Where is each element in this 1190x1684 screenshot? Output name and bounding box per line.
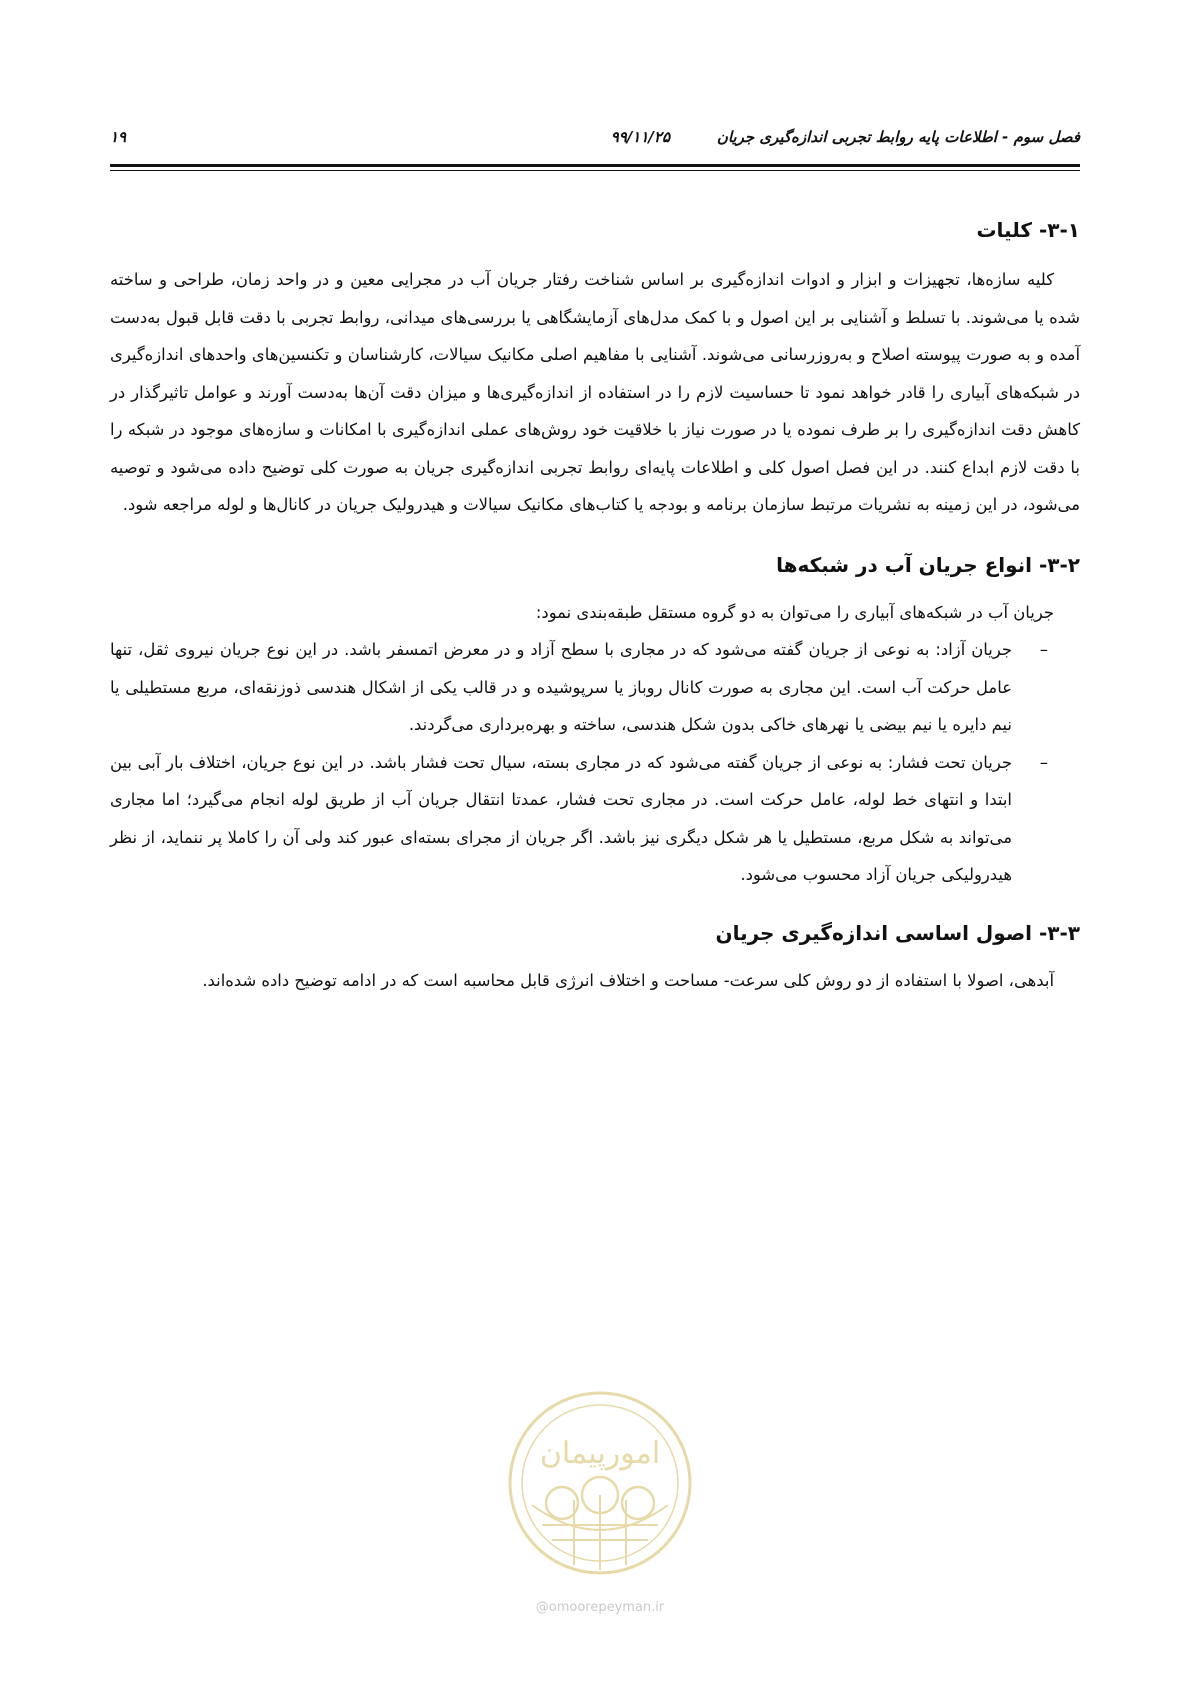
header-rule-thin: [110, 170, 1080, 171]
list-item-text: جریان آزاد: به نوعی از جریان گفته می‌شود که در مجاری با سطح آزاد و در معرض اتمسفر باشد. در این نوع جریان نیروی ثقل، تنها عامل حرکت آب است. این مجاری به صورت کانال روباز یا سرپوشیده و در قالب یکی از اشکال هندسی ذوزنقه‌ای، مربع مستطیلی یا نیم دایره یا نیم بیضی یا نهرهای خاکی بدون شکل هندسی، ساخته و بهره‌برداری می‌گردند.: [110, 640, 1012, 734]
flow-types-list: [110, 631, 1080, 894]
chapter-title: فصل سوم - اطلاعات پایه روابط تجربی اندازه‌گیری جریان: [716, 128, 1080, 146]
watermark-logo: [502, 1385, 698, 1581]
list-item: [110, 631, 1080, 744]
section-3-paragraph: آبدهی، اصولا با استفاده از دو روش کلی سرعت- مساحت و اختلاف انرژی قابل محاسبه است که در ادامه توضیح داده شده‌اند.: [202, 970, 1054, 990]
page-number: ۱۹: [110, 128, 127, 146]
watermark-site: @omoorepeyman.ir: [535, 1600, 665, 1615]
section-1-paragraph: کلیه سازه‌ها، تجهیزات و ابزار و ادوات اندازه‌گیری بر اساس شناخت رفتار جریان آب در مجرایی معین و در واحد زمان، طراحی و ساخته شده یا می‌شوند. با تسلط و آشنایی بر این اصول و با کمک مدل‌های آزمایشگاهی یا بررسی‌های میدانی، روابط تجربی با دقت قابل قبول به‌دست آمده و به صورت پیوسته اصلاح و به‌روزرسانی می‌شوند. آشنایی با مفاهیم اصلی مکانیک سیالات، کارشناسان و تکنسین‌های واحدهای اندازه‌گیری در شبکه‌های آبیاری را قادر خواهد نمود تا حساسیت لازم را در استفاده از اندازه‌گیری‌ها و میزان دقت آن‌ها به‌دست آورند و عوامل تاثیرگذار در کاهش دقت اندازه‌گیری را بر طرف نموده یا در صورت نیاز با خلاقیت خود روش‌های عملی اندازه‌گیری با امکانات و سازه‌های موجود در شبکه را با دقت لازم ابداع کنند. در این فصل اصول کلی و اطلاعات پایه‌ای روابط تجربی اندازه‌گیری جریان به صورت کلی توضیح داده می‌شود و توصیه می‌شود، در این زمینه به نشریات مرتبط سازمان برنامه و بودجه یا کتاب‌های مکانیک سیالات و هیدرولیک جریان در کانال‌ها و لوله مراجعه شود.: [110, 270, 1080, 514]
section-heading-3: ۳-۳- اصول اساسی اندازه‌گیری جریان: [715, 920, 1080, 945]
section-2-intro: جریان آب در شبکه‌های آبیاری را می‌توان به دو گروه مستقل طبقه‌بندی نمود:: [535, 602, 1054, 622]
running-header: [110, 128, 1080, 154]
header-rule-thick: [110, 164, 1080, 167]
section-heading-2: ۳-۲- انواع جریان آب در شبکه‌ها: [776, 552, 1080, 577]
header-date: ۹۹/۱۱/۲۵: [610, 128, 670, 146]
list-item-text: جریان تحت فشار: به نوعی از جریان گفته می‌شود که در مجاری بسته، سیال تحت فشار باشد. در این نوع جریان، اختلاف بار آبی بین ابتدا و انتهای خط لوله، عامل حرکت است. در مجاری تحت فشار، عمدتا انتقال جریان آب از طریق لوله انجام می‌گیرد؛ اما مجاری می‌تواند به شکل مربع، مستطیل یا هر شکل دیگری نیز باشد. اگر جریان از مجرای بسته‌ای عبور کند ولی آن را کاملا پر ننماید، از نظر هیدرولیکی جریان آزاد محسوب می‌شود.: [110, 752, 1012, 884]
bullet-dash: –: [1039, 752, 1048, 772]
bullet-dash: –: [1039, 640, 1048, 659]
list-item: [110, 744, 1080, 894]
section-heading-1: ۳-۱- کلیات: [976, 218, 1080, 242]
main-content: [110, 215, 1080, 999]
watermark-logo-text: امورپیمان: [539, 1436, 661, 1471]
